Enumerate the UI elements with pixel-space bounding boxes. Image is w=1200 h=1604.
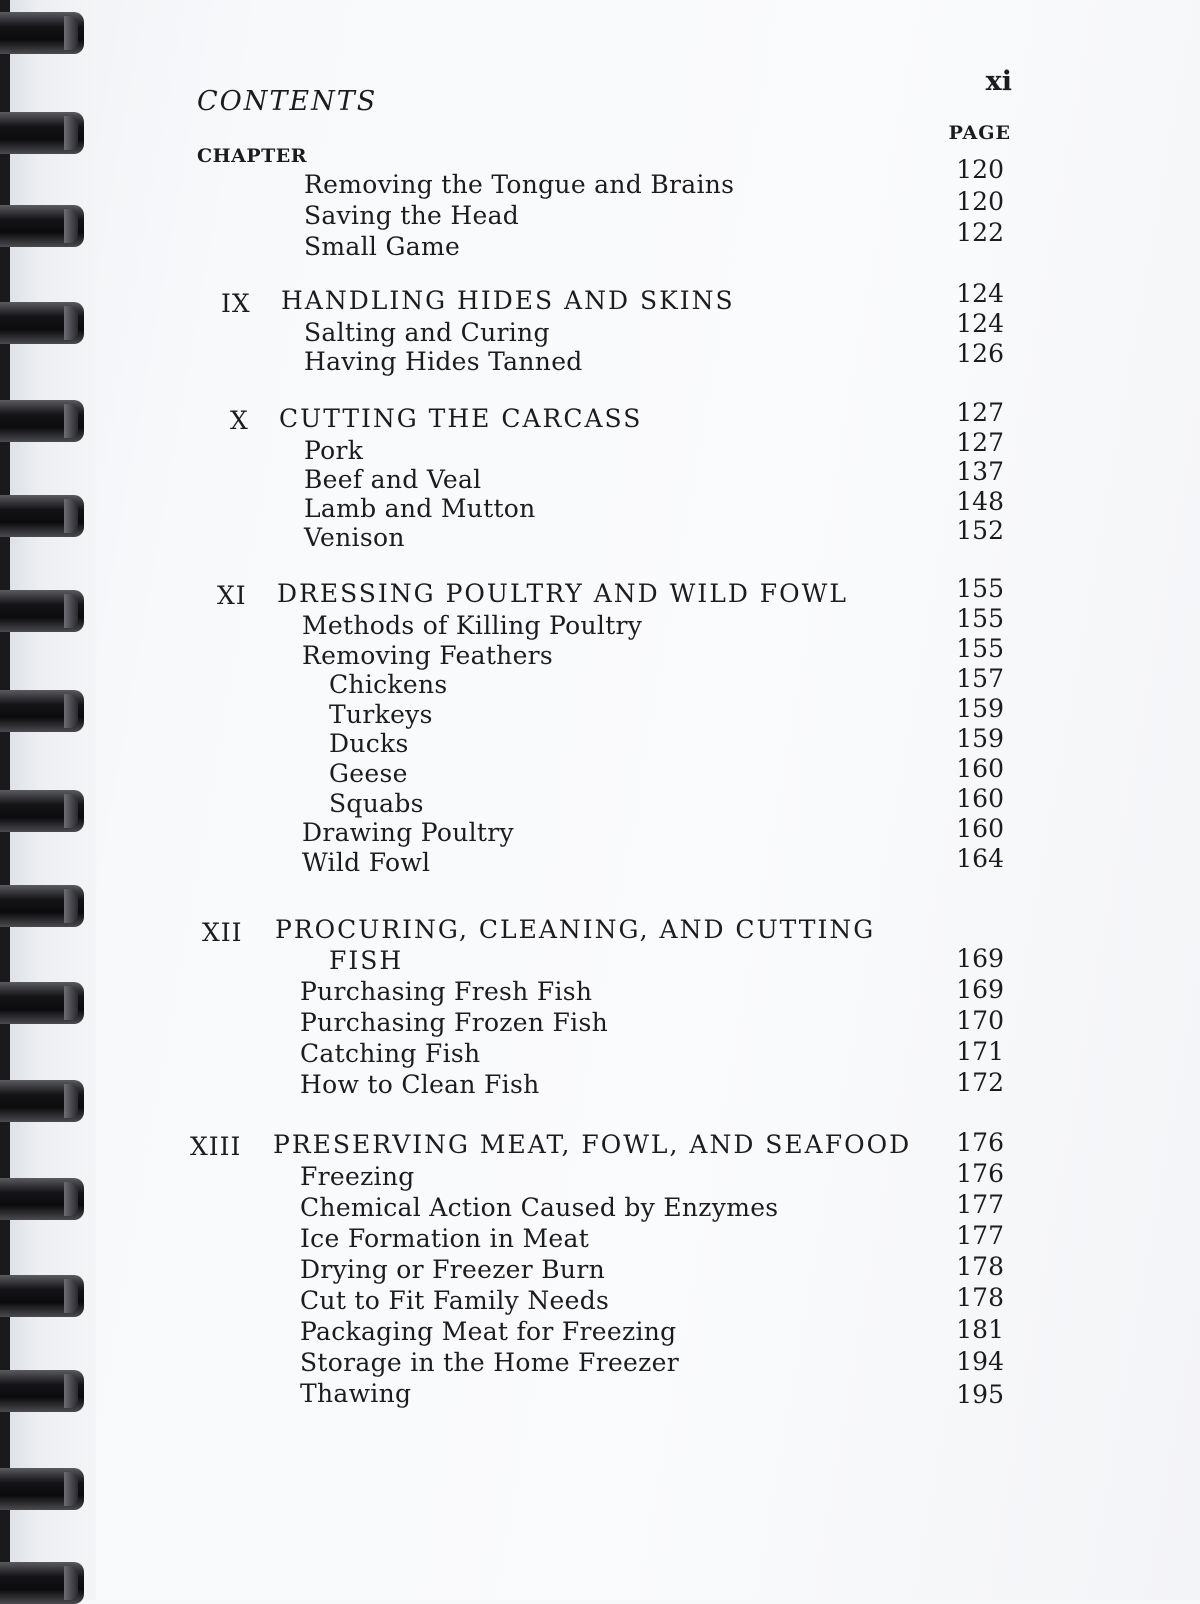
- binding-coil: [0, 590, 84, 632]
- toc-page: 157: [956, 664, 1004, 693]
- toc-page: 137: [956, 457, 1004, 486]
- toc-page: 155: [956, 604, 1004, 633]
- toc-entry: Catching Fish: [300, 1039, 481, 1068]
- toc-entry: Freezing: [300, 1162, 415, 1191]
- toc-entry: Squabs: [329, 789, 424, 818]
- toc-page: 160: [956, 784, 1004, 813]
- toc-page: 170: [956, 1006, 1004, 1035]
- toc-page: 124: [956, 309, 1004, 338]
- toc-page: 169: [956, 944, 1004, 973]
- toc-page: 171: [956, 1037, 1004, 1066]
- toc-page: 169: [956, 975, 1004, 1004]
- binding-coil: [0, 1370, 84, 1412]
- toc-entry: Cut to Fit Family Needs: [300, 1286, 610, 1315]
- toc-page: 160: [956, 754, 1004, 783]
- toc-page: 159: [956, 724, 1004, 753]
- toc-page: 122: [956, 218, 1004, 247]
- toc-entry: Having Hides Tanned: [304, 347, 583, 376]
- binding-coil: [0, 1178, 84, 1220]
- toc-page: 155: [956, 634, 1004, 663]
- contents-title: CONTENTS: [197, 86, 378, 117]
- chapter-numeral: XIII: [190, 1132, 242, 1161]
- toc-entry: Drawing Poultry: [302, 818, 514, 847]
- toc-page: 120: [956, 155, 1004, 184]
- toc-page: 178: [956, 1283, 1004, 1312]
- toc-entry: Purchasing Fresh Fish: [300, 977, 593, 1006]
- toc-entry: Storage in the Home Freezer: [300, 1348, 679, 1377]
- toc-entry: How to Clean Fish: [300, 1070, 540, 1099]
- binding-coil: [0, 1562, 84, 1604]
- binding-coil: [0, 302, 84, 344]
- toc-entry: Saving the Head: [304, 201, 520, 230]
- binding-coil: [0, 1468, 84, 1510]
- binding-coil: [0, 982, 84, 1024]
- toc-entry: Ice Formation in Meat: [300, 1224, 590, 1253]
- page-column-label: PAGE: [948, 122, 1011, 144]
- toc-page: 178: [956, 1252, 1004, 1281]
- chapter-heading-continued: FISH: [329, 946, 404, 975]
- binding-coil: [0, 12, 84, 54]
- toc-page: 127: [956, 398, 1004, 427]
- toc-page: 152: [956, 516, 1004, 545]
- toc-entry: Turkeys: [329, 700, 433, 729]
- binding-coil: [0, 885, 84, 927]
- toc-page: 148: [956, 487, 1004, 516]
- toc-page: 194: [956, 1347, 1004, 1376]
- toc-entry: Beef and Veal: [304, 465, 482, 494]
- toc-page: 176: [956, 1128, 1004, 1157]
- toc-entry: Chickens: [329, 670, 448, 699]
- binding-coil: [0, 400, 84, 442]
- toc-page: 195: [956, 1380, 1004, 1409]
- toc-page: 120: [956, 187, 1004, 216]
- toc-entry: Chemical Action Caused by Enzymes: [300, 1193, 779, 1222]
- chapter-numeral: XII: [202, 918, 243, 947]
- toc-entry: Removing Feathers: [302, 641, 554, 670]
- binding-coil: [0, 112, 84, 154]
- toc-page: 124: [956, 279, 1004, 308]
- toc-entry: Wild Fowl: [302, 848, 431, 877]
- toc-page: 177: [956, 1190, 1004, 1219]
- toc-entry: Small Game: [304, 232, 461, 261]
- page-number: xi: [985, 66, 1012, 97]
- toc-entry: Removing the Tongue and Brains: [304, 170, 735, 199]
- chapter-heading: CUTTING THE CARCASS: [279, 404, 643, 433]
- toc-entry: Drying or Freezer Burn: [300, 1255, 605, 1284]
- spiral-binding: [0, 0, 96, 1600]
- binding-coil: [0, 1275, 84, 1317]
- toc-entry: Salting and Curing: [304, 318, 550, 347]
- toc-page: 127: [956, 428, 1004, 457]
- toc-page: 177: [956, 1221, 1004, 1250]
- toc-entry: Lamb and Mutton: [304, 494, 536, 523]
- toc-entry: Venison: [304, 523, 405, 552]
- toc-entry: Pork: [304, 436, 364, 465]
- chapter-numeral: XI: [217, 581, 247, 610]
- toc-entry: Purchasing Frozen Fish: [300, 1008, 608, 1037]
- chapter-heading: PRESERVING MEAT, FOWL, AND SEAFOOD: [273, 1130, 912, 1159]
- binding-coil: [0, 790, 84, 832]
- toc-entry: Thawing: [300, 1379, 412, 1408]
- binding-coil: [0, 1080, 84, 1122]
- toc-page: 181: [956, 1315, 1004, 1344]
- toc-entry: Packaging Meat for Freezing: [300, 1317, 677, 1346]
- toc-page: 176: [956, 1159, 1004, 1188]
- chapter-numeral: X: [230, 406, 249, 435]
- toc-page: 164: [956, 844, 1004, 873]
- chapter-heading: PROCURING, CLEANING, AND CUTTING: [275, 915, 876, 944]
- toc-entry: Geese: [329, 759, 408, 788]
- binding-coil: [0, 690, 84, 732]
- chapter-heading: HANDLING HIDES AND SKINS: [281, 286, 735, 315]
- chapter-column-label: CHAPTER: [197, 145, 308, 167]
- binding-coil: [0, 495, 84, 537]
- toc-page: 160: [956, 814, 1004, 843]
- toc-page: 126: [956, 339, 1004, 368]
- toc-entry: Methods of Killing Poultry: [302, 611, 643, 640]
- chapter-numeral: IX: [221, 289, 251, 318]
- toc-page: 159: [956, 694, 1004, 723]
- toc-page: 172: [956, 1068, 1004, 1097]
- toc-entry: Ducks: [329, 729, 409, 758]
- chapter-heading: DRESSING POULTRY AND WILD FOWL: [277, 579, 848, 608]
- binding-coil: [0, 205, 84, 247]
- toc-page: 155: [956, 574, 1004, 603]
